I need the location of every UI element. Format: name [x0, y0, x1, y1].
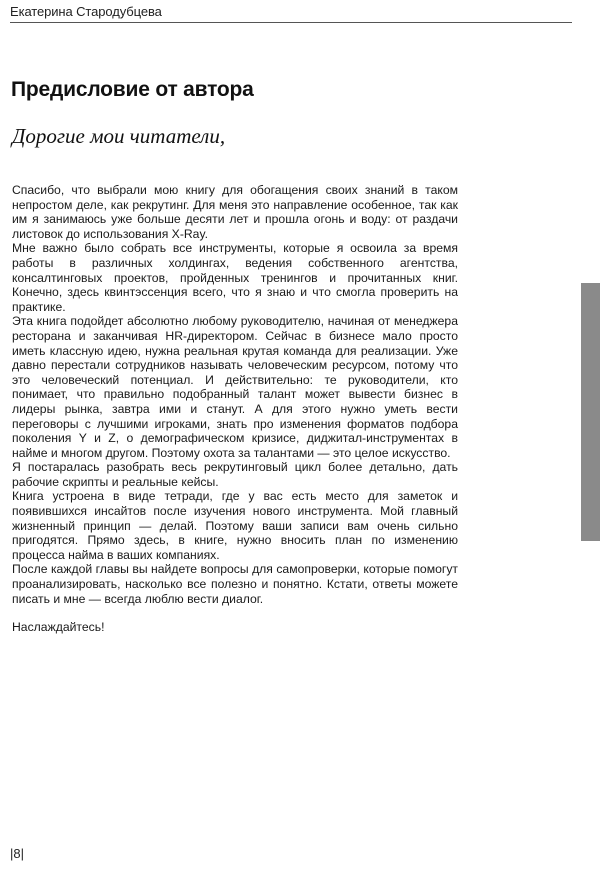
closing-line: Наслаждайтесь!	[12, 620, 105, 634]
paragraph: Мне важно было собрать все инструменты, которые я освоила за время работы в различных холдингах, ведения собственного агентства, консалтинговых проектов, пройденных тренингов и прочитанных книг. Конечно, здесь квинтэссенция всего, что я знаю и что смогла проверить на практике.	[12, 241, 458, 314]
salutation: Дорогие мои читатели,	[12, 124, 226, 148]
paragraph: После каждой главы вы найдете вопросы для самопроверки, которые помогут проанализировать, насколько все полезно и понятно. Кстати, ответы можете писать и мне — всегда люблю вести диалог.	[12, 562, 458, 606]
paragraph: Я постаралась разобрать весь рекрутинговый цикл более детально, дать рабочие скрипты и реальные кейсы.	[12, 460, 458, 489]
paragraph: Эта книга подойдет абсолютно любому руководителю, начиная от менеджера ресторана и заканчивая HR-директором. Сейчас в бизнесе мало просто иметь классную идею, нужна реальная крутая команда для реализации. Уже давно перестали сотрудников называть человеческим ресурсом, потому что это человеческий потенциал. И действительно: те руководители, кто понимает, что правильно подобранный талант может вывести бизнес в лидеры рынка, завтра ими и станут. А для этого нужно уметь вести переговоры с лучшими игроками, знать про изменения форматов подбора поколения Y и Z, о демографическом кризисе, диджитал-инструментах в найме и многом другом. Поэтому охота за талантами — это целое искусство.	[12, 314, 458, 460]
page-number: |8|	[10, 846, 24, 861]
paragraph: Спасибо, что выбрали мою книгу для обогащения своих знаний в таком непростом деле, как рекрутинг. Для меня это направление особенное, так как им я занимаюсь уже больше десяти лет и прошла огонь и воду: от раздачи листовок до использования X-Ray.	[12, 183, 458, 241]
paragraph: Книга устроена в виде тетради, где у вас есть место для заметок и появившихся инсайтов после изучения нового инструмента. Мой главный жизненный принцип — делай. Поэтому ваши записи вам очень сильно пригодятся. Прямо здесь, в книге, нужно вносить план по изменению процесса найма в ваших компаниях.	[12, 489, 458, 562]
running-header-author: Екатерина Стародубцева	[10, 4, 162, 19]
header-rule	[10, 22, 572, 23]
chapter-title: Предисловие от автора	[11, 78, 254, 101]
chapter-thumb-tab	[581, 283, 600, 541]
body-text	[12, 183, 458, 606]
